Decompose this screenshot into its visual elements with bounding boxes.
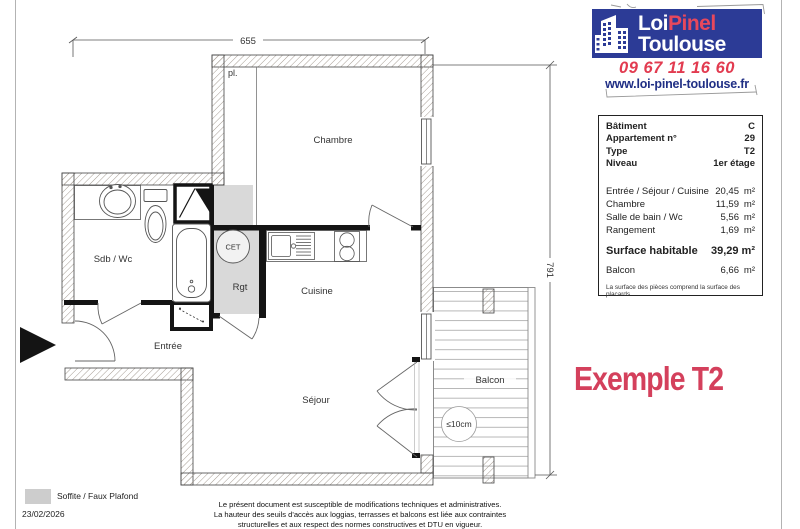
info-row-batiment <box>606 121 755 133</box>
room-label-cet: CET <box>225 242 241 252</box>
info-label: Appartement n° <box>606 133 677 145</box>
area-unit: m² <box>743 199 755 211</box>
area-unit: m² <box>743 225 755 237</box>
area-value: 5,56 <box>720 212 739 224</box>
website-link[interactable]: www.loi-pinel-toulouse.fr <box>605 77 749 91</box>
example-type-label: Exemple T2 <box>574 360 724 397</box>
interior-walls <box>64 185 421 458</box>
surface-habitable-row <box>606 244 755 258</box>
room-label-entree: Entrée <box>154 341 182 352</box>
info-label: Type <box>606 145 628 157</box>
surface-label: Surface habitable <box>606 245 698 258</box>
area-value: 11,59 <box>715 199 739 211</box>
logo-word-pinel: Pinel <box>668 11 716 35</box>
panel-spacer <box>606 170 755 185</box>
balcon-label: Balcon <box>606 265 636 277</box>
area-label: Salle de bain / Wc <box>606 212 683 224</box>
balcony-threshold-label: ≤10cm <box>446 419 472 429</box>
logo-wordmark <box>638 13 726 55</box>
balcony-threshold-note <box>442 407 477 442</box>
chambre-window-icon <box>419 117 435 166</box>
room-label-chambre: Chambre <box>313 135 353 146</box>
room-label-sdb: Sdb / Wc <box>93 254 133 265</box>
logo <box>592 9 762 58</box>
disclaimer-line2: La hauteur des seuils d'accès aux loggias, terrasses et balcons est liée aux contraintes <box>213 509 507 519</box>
area-row-rangement <box>606 224 755 237</box>
info-value: 1er étage <box>713 157 755 169</box>
dimension-width-label: 655 <box>240 36 256 47</box>
area-unit: m² <box>743 186 755 198</box>
area-value: 20,45 <box>715 186 739 198</box>
soffite-legend-swatch <box>25 489 51 504</box>
info-value: 29 <box>744 133 755 145</box>
info-row-type <box>606 146 755 158</box>
apartment-info-panel <box>598 115 763 299</box>
panel-footnote: La surface des pièces comprend la surface des placards <box>606 284 740 299</box>
area-label: Entrée / Séjour / Cuisine <box>606 186 709 198</box>
disclaimer <box>178 500 542 529</box>
duct-shaft-icon <box>175 185 211 222</box>
room-label-sejour: Séjour <box>302 395 330 406</box>
area-unit: m² <box>743 212 755 224</box>
area-row-chambre <box>606 198 755 211</box>
balcon-value: 6,66 <box>720 265 739 277</box>
area-label: Chambre <box>606 199 646 211</box>
cuisine-window-icon <box>419 312 435 361</box>
surface-value: 39,29 m² <box>710 245 755 258</box>
soffite-legend-label: Soffite / Faux Plafond <box>57 491 139 501</box>
area-row-entree-sejour-cuisine <box>606 185 755 198</box>
room-label-placard: pl. <box>228 68 238 78</box>
area-row-sdb <box>606 211 755 224</box>
logo-word-toulouse: Toulouse <box>638 32 726 56</box>
plan-date: 23/02/2026 <box>22 509 65 519</box>
disclaimer-line3: structurelles et aux respect des normes constructives et DTU en vigueur. <box>237 519 483 529</box>
toilet-icon <box>144 190 167 243</box>
disclaimer-line1: Le présent document est susceptible de modifications techniques et administratives. <box>218 500 502 509</box>
info-label: Niveau <box>606 157 638 169</box>
building-icon <box>592 12 638 56</box>
shower-duct-icon <box>172 303 211 329</box>
balcon-row <box>606 264 755 277</box>
phone-number: 09 67 11 16 60 <box>619 59 735 77</box>
balcon-unit: m² <box>743 265 755 277</box>
info-row-niveau <box>606 158 755 170</box>
room-label-cuisine: Cuisine <box>301 286 333 297</box>
dimension-height-label: 791 <box>544 262 555 278</box>
info-label: Bâtiment <box>606 121 647 132</box>
area-value: 1,69 <box>720 225 739 237</box>
cooktop-icon <box>335 232 360 262</box>
room-label-balcon: Balcon <box>475 375 505 386</box>
info-value: C <box>748 121 755 132</box>
washbasin-icon <box>100 185 136 218</box>
room-label-rgt: Rgt <box>232 282 248 293</box>
entrance-arrow-icon <box>20 327 56 363</box>
info-row-appartement <box>606 133 755 145</box>
info-value: T2 <box>743 145 755 157</box>
logo-word-loi: Loi <box>638 11 668 35</box>
bathtub-icon <box>173 224 211 302</box>
area-label: Rangement <box>606 225 656 237</box>
